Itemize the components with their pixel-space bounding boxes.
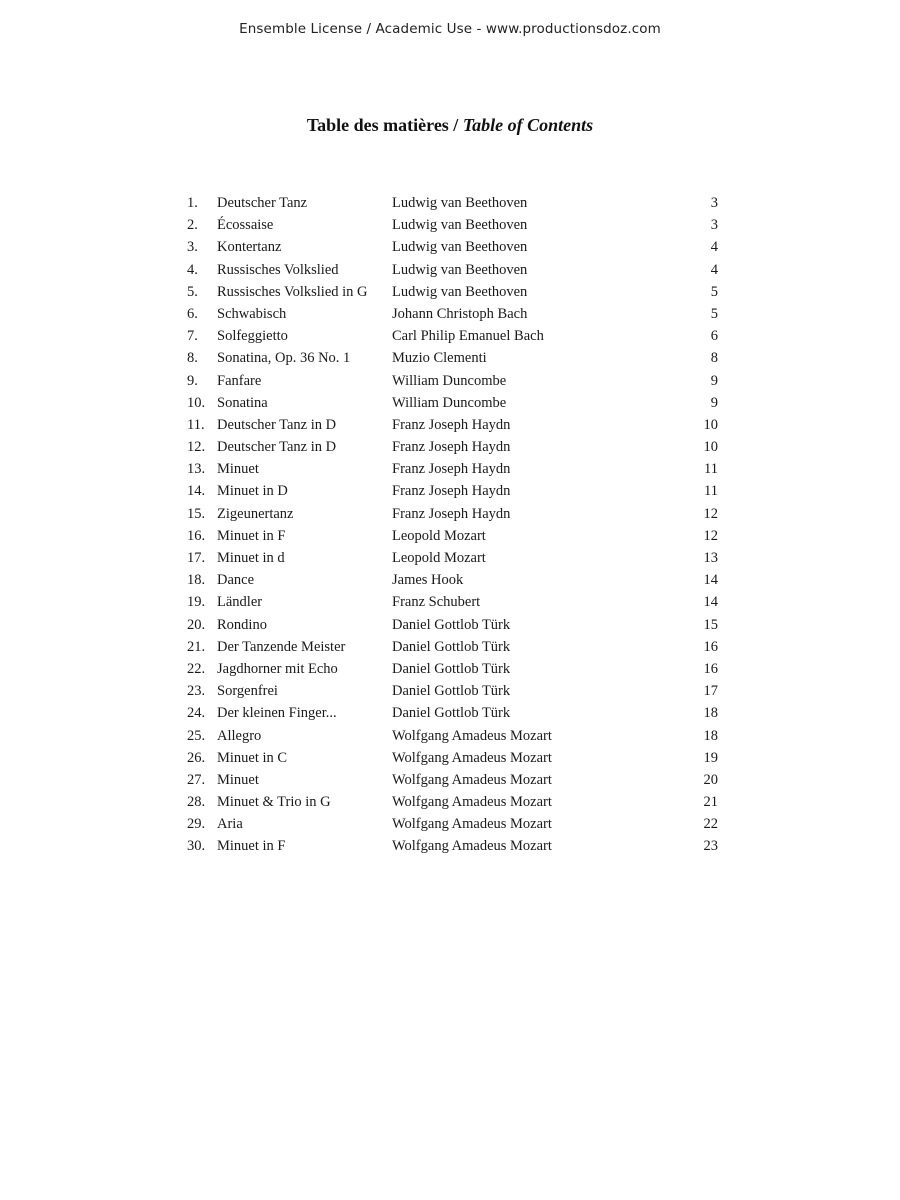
toc-page-number: 6 [710, 328, 718, 345]
toc-page-number: 5 [710, 283, 718, 300]
toc-page-number: 18 [703, 705, 718, 722]
toc-page-number: 3 [710, 217, 718, 234]
toc-row [187, 281, 718, 303]
toc-piece-title: Zigeunertanz [217, 505, 294, 522]
toc-composer: Ludwig van Beethoven [392, 261, 528, 278]
toc-piece-title: Sonatina [217, 394, 268, 411]
toc-page-number: 23 [703, 838, 718, 855]
toc-piece-title: Deutscher Tanz in D [217, 416, 337, 433]
toc-composer: Daniel Gottlob Türk [392, 660, 511, 677]
toc-row [187, 303, 718, 325]
toc-number: 12. [187, 439, 206, 456]
toc-composer: Leopold Mozart [392, 550, 486, 566]
toc-composer: Leopold Mozart [392, 527, 486, 544]
toc-composer: Franz Schubert [392, 594, 481, 611]
toc-composer: Muzio Clementi [392, 350, 487, 367]
toc-piece-title: Minuet [217, 771, 259, 788]
toc-row [187, 525, 718, 547]
toc-row [187, 480, 718, 502]
toc-page-number: 14 [703, 572, 718, 589]
toc-composer: Ludwig van Beethoven [392, 217, 528, 234]
toc-number: 6. [187, 305, 198, 322]
toc-page-number: 18 [703, 727, 718, 744]
toc-composer: Daniel Gottlob Türk [392, 638, 511, 655]
toc-piece-title: Ländler [217, 594, 263, 611]
toc-piece-title: Minuet in D [217, 483, 288, 500]
toc-number: 15. [187, 505, 206, 522]
toc-page-number: 22 [703, 816, 718, 833]
toc-piece-title: Aria [217, 816, 243, 833]
toc-number: 2. [187, 217, 198, 234]
toc-row [187, 614, 718, 636]
toc-number: 3. [187, 239, 198, 256]
toc-row [187, 680, 718, 702]
toc-page-number: 16 [703, 638, 718, 655]
toc-row [187, 458, 718, 480]
toc-number: 21. [187, 638, 206, 655]
toc-row [187, 702, 718, 724]
toc-page-number: 3 [710, 195, 718, 211]
toc-row [187, 192, 718, 214]
toc-number: 14. [187, 483, 206, 500]
toc-piece-title: Sorgenfrei [217, 683, 278, 700]
toc-composer: Ludwig van Beethoven [392, 239, 528, 256]
toc-composer: James Hook [392, 572, 464, 589]
toc-number: 28. [187, 794, 206, 811]
toc-piece-title: Russisches Volkslied in G [217, 283, 368, 300]
toc-row [187, 725, 718, 747]
toc-number: 30. [187, 838, 206, 855]
toc-page-number: 11 [704, 483, 718, 500]
toc-row [187, 436, 718, 458]
license-notice: Ensemble License / Academic Use - www.productionsdoz.com [239, 21, 661, 37]
toc-number: 17. [187, 550, 206, 566]
toc-row [187, 658, 718, 680]
toc-number: 10. [187, 394, 206, 411]
toc-composer: William Duncombe [392, 372, 507, 389]
toc-composer: Carl Philip Emanuel Bach [392, 328, 544, 345]
toc-row [187, 259, 718, 281]
toc-page-number: 15 [703, 616, 718, 633]
toc-piece-title: Deutscher Tanz in D [217, 439, 337, 456]
toc-piece-title: Minuet in d [217, 550, 285, 566]
toc-number: 7. [187, 328, 198, 345]
toc-piece-title: Sonatina, Op. 36 No. 1 [217, 350, 351, 367]
toc-row [187, 813, 718, 835]
toc-piece-title: Deutscher Tanz [217, 195, 308, 211]
toc-row [187, 325, 718, 347]
toc-piece-title: Jagdhorner mit Echo [217, 660, 338, 677]
table-of-contents [187, 192, 718, 858]
title-main: Table des matières / [306, 115, 463, 135]
toc-composer: Wolfgang Amadeus Mozart [392, 838, 552, 855]
toc-piece-title: Rondino [217, 616, 267, 633]
toc-composer: Franz Joseph Haydn [392, 505, 511, 522]
toc-page-number: 5 [710, 305, 718, 322]
toc-row [187, 791, 718, 813]
toc-number: 23. [187, 683, 206, 700]
toc-page-number: 10 [703, 439, 718, 456]
toc-composer: Franz Joseph Haydn [392, 461, 511, 478]
toc-number: 18. [187, 572, 206, 589]
toc-number: 8. [187, 350, 198, 367]
toc-composer: Johann Christoph Bach [392, 305, 528, 322]
toc-composer: Franz Joseph Haydn [392, 483, 511, 500]
toc-page-number: 9 [710, 394, 718, 411]
toc-composer: Daniel Gottlob Türk [392, 705, 511, 722]
toc-composer: Daniel Gottlob Türk [392, 616, 511, 633]
toc-piece-title: Minuet in F [217, 527, 286, 544]
toc-number: 26. [187, 749, 206, 766]
toc-row [187, 769, 718, 791]
toc-piece-title: Minuet in F [217, 838, 286, 855]
page-title [0, 115, 900, 136]
toc-page-number: 4 [710, 261, 718, 278]
toc-number: 9. [187, 372, 198, 389]
toc-number: 27. [187, 771, 206, 788]
toc-row [187, 414, 718, 436]
toc-composer: Franz Joseph Haydn [392, 416, 511, 433]
toc-page-number: 9 [710, 372, 718, 389]
toc-piece-title: Écossaise [217, 217, 274, 234]
toc-piece-title: Minuet & Trio in G [217, 794, 331, 811]
toc-composer: William Duncombe [392, 394, 507, 411]
toc-piece-title: Minuet [217, 461, 259, 478]
toc-number: 16. [187, 527, 206, 544]
toc-piece-title: Solfeggietto [217, 328, 288, 345]
toc-number: 24. [187, 705, 206, 722]
toc-page-number: 10 [703, 416, 718, 433]
toc-row [187, 370, 718, 392]
toc-number: 22. [187, 660, 206, 677]
toc-page-number: 19 [703, 749, 718, 766]
toc-page-number: 14 [703, 594, 718, 611]
toc-composer: Wolfgang Amadeus Mozart [392, 749, 552, 766]
toc-number: 20. [187, 616, 206, 633]
toc-number: 5. [187, 283, 198, 300]
toc-page-number: 12 [703, 527, 718, 544]
toc-piece-title: Allegro [217, 727, 262, 744]
toc-number: 4. [187, 261, 198, 278]
title-italic: Table of Contents [462, 115, 594, 135]
toc-row [187, 236, 718, 258]
toc-composer: Wolfgang Amadeus Mozart [392, 816, 552, 833]
toc-page-number: 16 [703, 660, 718, 677]
toc-composer: Wolfgang Amadeus Mozart [392, 794, 552, 811]
toc-piece-title: Schwabisch [217, 305, 287, 322]
toc-page-number: 12 [703, 505, 718, 522]
toc-piece-title: Russisches Volkslied [217, 261, 339, 278]
toc-piece-title: Dance [217, 572, 255, 589]
toc-number: 1. [187, 195, 198, 211]
toc-number: 19. [187, 594, 206, 611]
toc-number: 29. [187, 816, 206, 833]
toc-page-number: 17 [703, 683, 718, 700]
toc-page-number: 20 [703, 771, 718, 788]
toc-page-number: 4 [710, 239, 718, 256]
toc-piece-title: Der kleinen Finger... [217, 705, 337, 722]
toc-piece-title: Kontertanz [217, 239, 282, 256]
toc-page-number: 8 [710, 350, 718, 367]
toc-composer: Franz Joseph Haydn [392, 439, 511, 456]
toc-page-number: 21 [703, 794, 718, 811]
toc-composer: Ludwig van Beethoven [392, 195, 528, 211]
toc-composer: Daniel Gottlob Türk [392, 683, 511, 700]
toc-row [187, 636, 718, 658]
toc-row [187, 547, 718, 569]
toc-page-number: 11 [704, 461, 718, 478]
toc-page-number: 13 [703, 550, 718, 566]
toc-composer: Ludwig van Beethoven [392, 283, 528, 300]
toc-row [187, 214, 718, 236]
toc-number: 11. [187, 416, 205, 433]
toc-number: 25. [187, 727, 206, 744]
toc-row [187, 503, 718, 525]
toc-row [187, 392, 718, 414]
toc-number: 13. [187, 461, 206, 478]
toc-row [187, 591, 718, 613]
toc-row [187, 569, 718, 591]
toc-composer: Wolfgang Amadeus Mozart [392, 727, 552, 744]
toc-row [187, 347, 718, 369]
toc-composer: Wolfgang Amadeus Mozart [392, 771, 552, 788]
toc-piece-title: Der Tanzende Meister [217, 638, 346, 655]
toc-piece-title: Minuet in C [217, 749, 288, 766]
toc-row [187, 747, 718, 769]
toc-row [187, 835, 718, 857]
toc-piece-title: Fanfare [217, 372, 262, 389]
